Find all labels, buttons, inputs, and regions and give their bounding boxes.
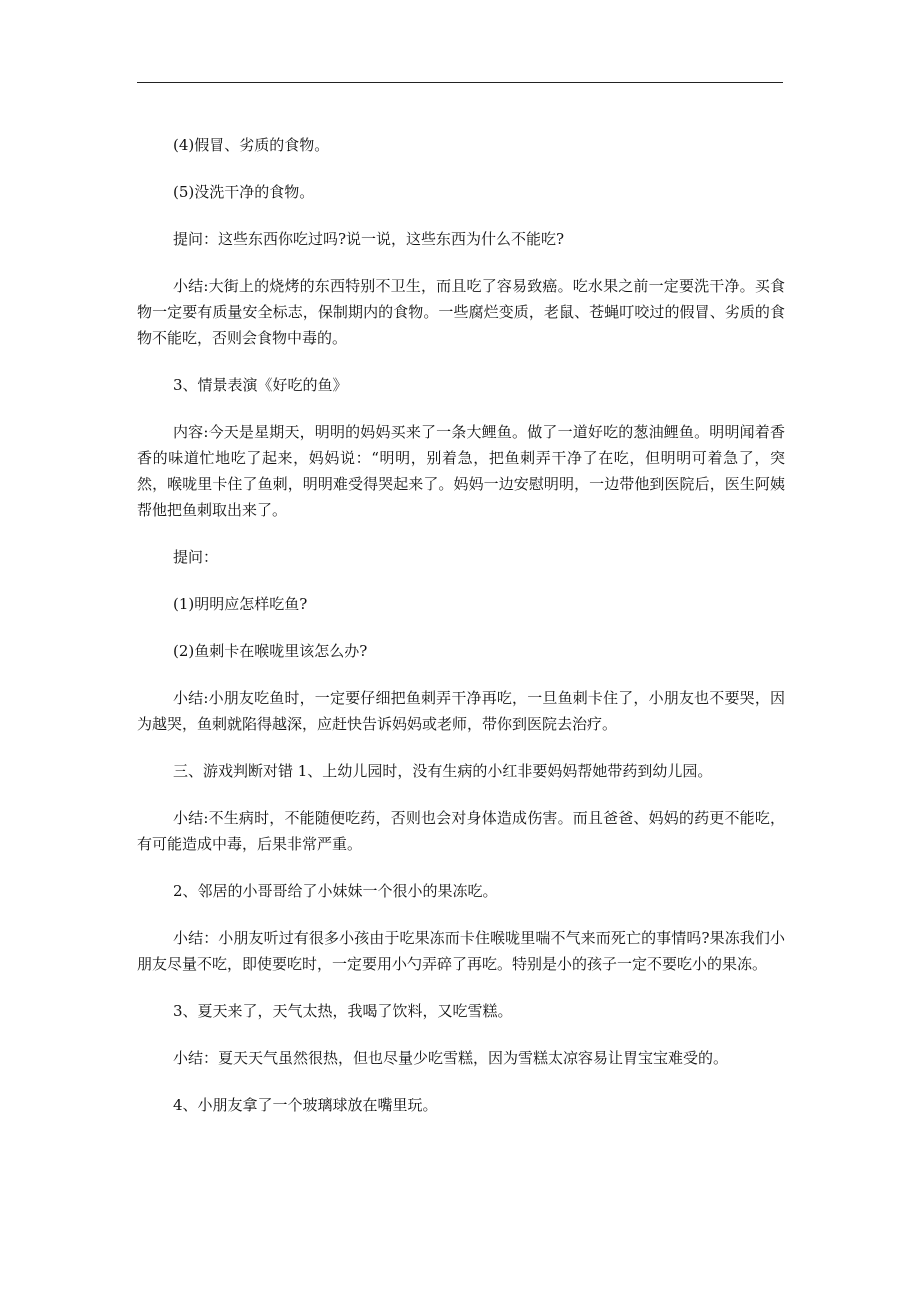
- summary-jelly: 小结：小朋友听过有很多小孩由于吃果冻而卡住喉咙里喘不气来而死亡的事情吗?果冻我们小朋友尽量不吃，即使要吃时，一定要用小勺弄碎了再吃。特别是小的孩子一定不要吃小的果冻。: [137, 929, 785, 973]
- game-section-item-1: 三、游戏判断对错 1、上幼儿园时，没有生病的小红非要妈妈帮她带药到幼儿园。: [173, 762, 713, 780]
- summary-fish-bone: 小结:小朋友吃鱼时，一定要仔细把鱼刺弄干净再吃，一旦鱼刺卡住了，小朋友也不要哭，因为越哭，鱼刺就陷得越深，应赶快告诉妈妈或老师，带你到医院去治疗。: [137, 689, 785, 733]
- question-1: (1)明明应怎样吃鱼?: [173, 595, 308, 613]
- item-4-counterfeit-food: (4)假冒、劣质的食物。: [173, 136, 330, 154]
- summary-food-safety: 小结:大街上的烧烤的东西特别不卫生，而且吃了容易致癌。吃水果之前一定要洗干净。买食物一定要有质量安全标志，保制期内的食物。一些腐烂变质，老鼠、苍蝇叮咬过的假冒、劣质的食物不能吃，否则会食物中毒的。: [137, 277, 785, 347]
- summary-ice-cream: 小结：夏天天气虽然很热，但也尽量少吃雪糕，因为雪糕太凉容易让胃宝宝难受的。: [173, 1049, 729, 1067]
- document-body: [137, 132, 785, 1139]
- header-rule: [137, 82, 783, 83]
- story-content: 内容:今天是星期天，明明的妈妈买来了一条大鲤鱼。做了一道好吃的葱油鲤鱼。明明闻着香香的味道忙地吃了起来，妈妈说：“明明，别着急，把鱼刺弄干净了在吃，但明明可着急了，突然，喉咙里卡住了鱼刺，明明难受得哭起来了。妈妈一边安慰明明，一边带他到医院后，医生阿姨帮他把鱼刺取出来了。: [137, 423, 785, 519]
- question-have-you-eaten: 提问：这些东西你吃过吗?说一说，这些东西为什么不能吃?: [173, 230, 565, 248]
- section-3-heading: 3、情景表演《好吃的鱼》: [173, 376, 348, 394]
- summary-medicine: 小结:不生病时，不能随便吃药，否则也会对身体造成伤害。而且爸爸、妈妈的药更不能吃，有可能造成中毒，后果非常严重。: [137, 809, 785, 853]
- item-5-unwashed-food: (5)没洗干净的食物。: [173, 183, 315, 201]
- game-item-2: 2、邻居的小哥哥给了小妹妹一个很小的果冻吃。: [173, 882, 498, 900]
- game-item-4: 4、小朋友拿了一个玻璃球放在嘴里玩。: [173, 1096, 438, 1114]
- game-item-3: 3、夏天来了，天气太热，我喝了饮料，又吃雪糕。: [173, 1002, 513, 1020]
- question-label: 提问：: [173, 548, 219, 566]
- question-2: (2)鱼刺卡在喉咙里该怎么办?: [173, 642, 368, 660]
